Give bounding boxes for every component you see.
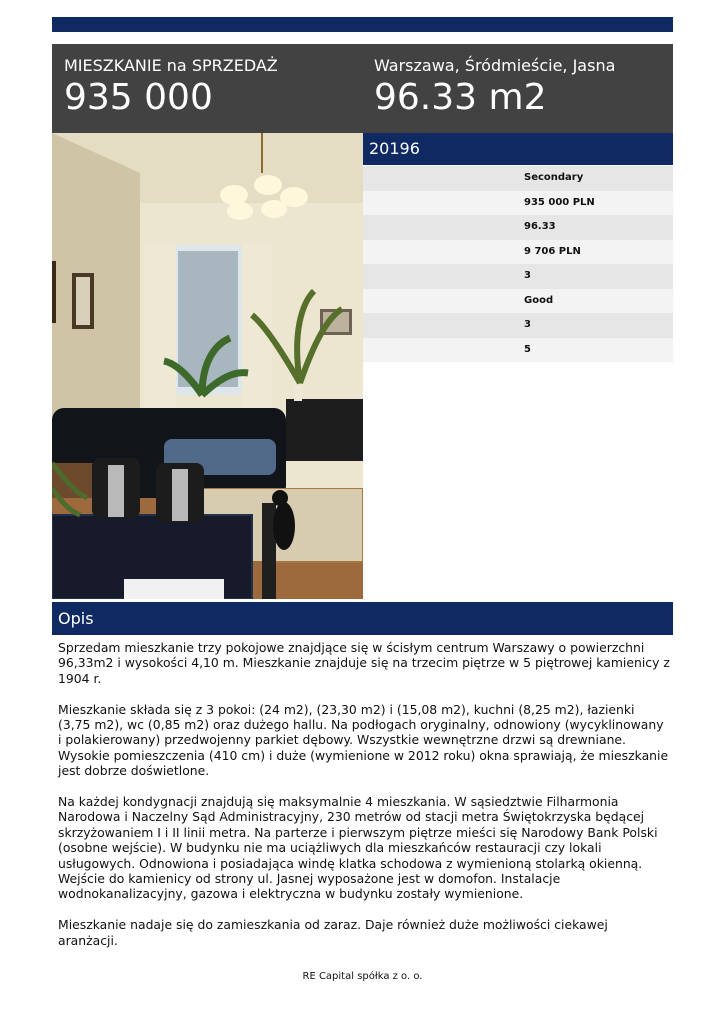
top-accent-bar [52,17,673,32]
listing-price: 935 000 [64,77,213,118]
detail-row-price: 935 000 PLN [363,191,673,216]
detail-row-floor: 3 [363,313,673,338]
description-heading: Opis [52,602,673,635]
detail-row-price-per-m2: 9 706 PLN [363,240,673,265]
detail-row-market: Secondary [363,166,673,191]
description-paragraph: Mieszkanie składa się z 3 pokoi: (24 m2), (23,30 m2) i (15,08 m2), kuchni (8,25 m2), łazienki (3,75 m2), wc (0,85 m2) oraz dużego hallu. Na podłogach oryginalny, odnowiony (wycyklinowany i polakierowany) przedwojenny parkiet dębowy. Wszystkie wewnętrzne drzwi są drewniane. Wysokie pomieszczenia (410 cm) i duże (wymienione w 2012 roku) okna sprawiają, że mieszkanie jest dobrze doświetlone. [58,701,669,779]
detail-row-condition: Good [363,289,673,314]
listing-area: 96.33 m2 [374,77,547,118]
header-right [374,56,615,119]
detail-row-area: 96.33 [363,215,673,240]
details-table [363,166,673,362]
listing-id-bar: 20196 [363,133,673,165]
listing-type: MIESZKANIE na SPRZEDAŻ [64,56,278,75]
header-left [64,56,278,119]
listing-location: Warszawa, Śródmieście, Jasna [374,56,616,75]
detail-row-rooms: 3 [363,264,673,289]
description-paragraph: Mieszkanie nadaje się do zamieszkania od zaraz. Daje również duże możliwości ciekawej aranżacji. [58,917,608,948]
description-paragraph: Sprzedam mieszkanie trzy pokojowe znajdjące się w ścisłym centrum Warszawy o powierzchni 96,33m2 i wysokości 4,10 m. Mieszkanie znajduje się na trzecim piętrze w 5 piętrowej kamienicy z 1904 r. [58,640,670,686]
listing-header [52,44,673,133]
detail-row-floors-total: 5 [363,338,673,363]
description-paragraph: Na każdej kondygnacji znajdują się maksymalnie 4 mieszkania. W sąsiedztwie Filharmonia Narodowa i Naczelny Sąd Administracyjny, 230 metrów od stacji metra Świętokrzyska będącej skrzyżowaniem I i II linii metra. Na parterze i pierwszym piętrze mieści się Narodowy Bank Polski (osobne wejście). W budynku nie ma uciążliwych dla mieszkańców restauracji czy lokali usługowych. Odnowiona i posiadająca windę klatka schodowa z wymienioną stolarką okienną. Wejście do kamienicy od strony ul. Jasnej wyposażone jest w domofon. Instalacje wodnokanalizacyjny, gazowa i elektryczna w budynku zostały wymienione. [58,794,658,902]
description-text [58,640,670,963]
footer-company: RE Capital spółka z o. o. [302,971,423,982]
apartment-photo [52,133,363,599]
